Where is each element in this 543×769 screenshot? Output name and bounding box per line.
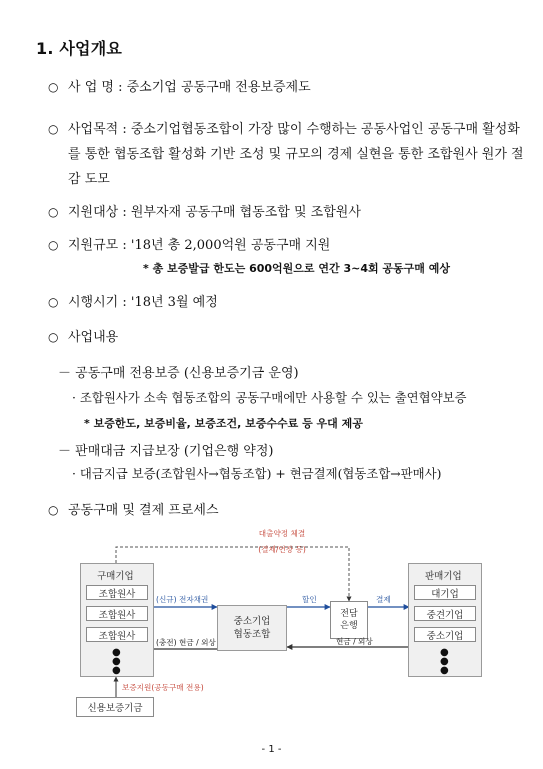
bank-box: 전담 은행 <box>330 601 368 639</box>
content-sub2-detail: · 대금지급 보증(조합원사→협동조합) + 현금결제(협동조합→판매사) <box>72 466 442 481</box>
seller-more-dots-icon: ● ● ● <box>440 647 449 676</box>
support-target-text: 지원대상 : 원부자재 공동구매 협동조합 및 조합원사 <box>68 205 361 220</box>
section-title: 1. 사업개요 <box>36 39 123 58</box>
top-label-loan: 대출약정 체결 <box>258 529 306 538</box>
support-scale-note: * 총 보증발급 한도는 600억원으로 연간 3~4회 공동구매 예상 <box>143 262 451 275</box>
seller-box-1: 대기업 <box>414 585 476 600</box>
label-payment: 결제 <box>376 595 391 604</box>
label-discount: 할인 <box>302 595 317 604</box>
business-purpose-text: 사업목적 : 중소기업협동조합이 가장 많이 수행하는 공동사업인 공동구매 활성화를 통한 협동조합 활성화 기반 조성 및 규모의 경제 실현을 통한 조합원사 원가 절감 도모 <box>68 122 524 187</box>
bullet-circle-icon: ○ <box>48 503 59 517</box>
cooperative-box: 중소기업 협동조합 <box>217 605 287 651</box>
bullet-circle-icon: ○ <box>48 122 59 136</box>
buyer-box-1: 조합원사 <box>86 585 148 600</box>
seller-box-2: 중견기업 <box>414 606 476 621</box>
buyer-box-2: 조합원사 <box>86 606 148 621</box>
buyer-group-label: 구매기업 <box>97 571 134 582</box>
buyer-more-dots-icon: ● ● ● <box>112 647 121 676</box>
content-sub1: － 공동구매 전용보증 (신용보증기금 운영) <box>58 366 299 381</box>
guarantor-box: 신용보증기금 <box>76 697 154 717</box>
label-guarantee-support: 보증지원(공동구매 전용) <box>122 683 204 692</box>
bullet-circle-icon: ○ <box>48 80 59 94</box>
content-sub2: － 판매대금 지급보장 (기업은행 약정) <box>58 444 274 459</box>
bullet-circle-icon: ○ <box>48 330 59 344</box>
seller-group-label: 판매기업 <box>425 571 462 582</box>
label-new-e-bond: (신규) 전자채권 <box>156 595 209 604</box>
process-diagram <box>74 527 484 723</box>
business-content-text: 사업내용 <box>68 330 119 345</box>
seller-box-3: 중소기업 <box>414 627 476 642</box>
buyer-box-3: 조합원사 <box>86 627 148 642</box>
bullet-circle-icon: ○ <box>48 238 59 252</box>
business-name-text: 사 업 명 : 중소기업 공동구매 전용보증제도 <box>68 80 311 95</box>
support-scale-text: 지원규모 : '18년 총 2,000억원 공동구매 지원 <box>68 238 331 253</box>
top-label-settlement: (결제/연장 등) <box>258 545 306 554</box>
bullet-circle-icon: ○ <box>48 295 59 309</box>
bullet-circle-icon: ○ <box>48 205 59 219</box>
label-settle-cash: (충전) 현금 / 외상 <box>156 638 216 647</box>
page-number: - 1 - <box>261 744 282 755</box>
content-sub1-detail: · 조합원사가 소속 협동조합의 공동구매에만 사용할 수 있는 출연협약보증 <box>72 390 467 405</box>
process-text: 공동구매 및 결제 프로세스 <box>68 503 219 518</box>
label-cash-credit: 현금 / 외상 <box>336 637 373 646</box>
content-sub1-note: * 보증한도, 보증비율, 보증조건, 보증수수료 등 우대 제공 <box>84 417 363 430</box>
start-period-text: 시행시기 : '18년 3월 예정 <box>68 295 218 310</box>
